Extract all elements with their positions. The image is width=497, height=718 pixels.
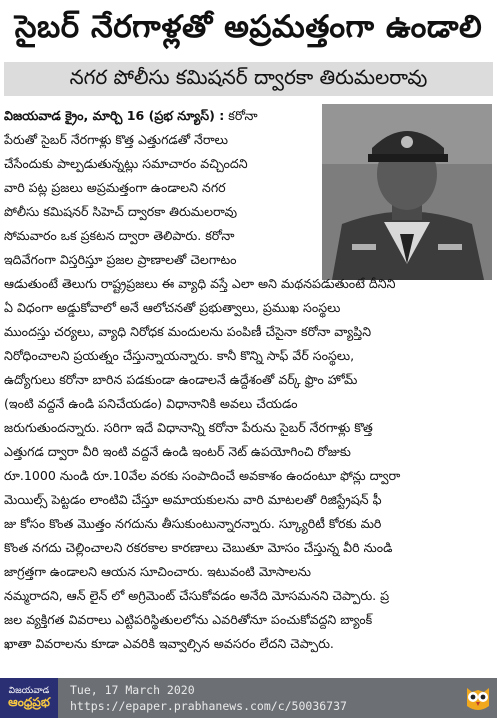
- article-line: నమ్మరాదని, ఆన్ లైన్ లో అగ్రిమెంట్ చేసుకోవడం అనేది మోసమనని చెప్పారు. ప్ర: [4, 588, 390, 603]
- dateline: విజయవాడ క్రైం, మార్చి 16 (ప్రభ న్యూస్) :: [4, 108, 225, 123]
- article-line: పేరుతో సైబర్ నేరగాళ్లు కొత్త ఎత్తుగడతో నేరాలు: [4, 132, 228, 147]
- article-line: ఇదివేగంగా విస్తరిస్తూ ప్రజల ప్రాణాలతో చెలగాటం: [4, 252, 237, 267]
- logo-city: విజయవాడ: [8, 685, 50, 696]
- article-line: ఖాతా వివరాలను కూడా ఎవరికి ఇవ్వాల్సిన అవసరం లేదని చెప్పారు.: [4, 636, 334, 651]
- article-line: జు కోసం కొంత మొత్తం నగదును తీసుకుంటున్నారన్నారు. స్క్యూరిటీ కోరకు మరి: [4, 516, 382, 531]
- footer-meta: [70, 682, 347, 714]
- article-line: రూ.1000 నుండి రూ.10వేల వరకు సంపాదించే అవకాశం ఉందంటూ ఫోన్లు ద్వారా: [4, 468, 401, 483]
- article-line: నిరోధించాలని ప్రయత్నం చేస్తున్నాయన్నారు. కానీ కొన్ని సాఫ్ వేర్ సంస్థలు,: [4, 348, 355, 363]
- article-line: ఏ విధంగా అడ్డుకోవాలో అనే ఆలోచనతో ప్రభుత్వాలు, ప్రముఖ సంస్థలు: [4, 300, 341, 315]
- article-line: (ఇంటి వద్దనే ఉండి పనిచేయడం) విధానానికి అవలు చేయడం: [4, 396, 298, 411]
- article-body: [4, 104, 495, 670]
- article-line: ఎత్తుగడ ద్వారా వీరి ఇంటి వద్దనే ఉండి ఇంటర్ నెట్ ఉపయోగించి రోజుకు: [4, 444, 351, 459]
- article-line: సోమవారం ఒక ప్రకటన ద్వారా తెలిపారు. కరోనా: [4, 228, 235, 243]
- article-line: ముందస్తు చర్యలు, వ్యాధి నిరోధక మందులను పంపిణీ చేసైనా కరోనా వ్యాప్తిని: [4, 324, 372, 339]
- article-line: మెయిల్స్ పెట్టడం లాంటివి చేస్తూ అమాయకులను వారి మాటలతో రిజిస్ట్రేషన్ ఫీ: [4, 492, 382, 507]
- article-line: ఉద్యోగులు కరోనా బారిన పడకుండా ఉండాలనే ఉద్దేశంతో వర్క్ ఫ్రొం హోమ్: [4, 372, 358, 387]
- logo-name: ఆంధ్రప్రభ: [8, 695, 50, 710]
- article-line: చేసేందుకు పాల్పడుతున్నట్లు సమాచారం వచ్చిందని: [4, 156, 248, 171]
- edition-date: Tue, 17 March 2020: [70, 683, 195, 697]
- article-line: కొంత నగదు చెల్లించాలని రకరకాల కారణాలు చెబుతూ మోసం చేస్తున్న వీరి నుండి: [4, 540, 393, 555]
- article-line-text: కరోనా: [224, 108, 258, 123]
- article-line: [4, 104, 320, 128]
- article-line: పోలీసు కమిషనర్ సిహెచ్ ద్వారకా తిరుమలరావు: [4, 204, 238, 219]
- epaper-footer: [0, 678, 497, 718]
- article-line: వారి పట్ల ప్రజలు అప్రమత్తంగా ఉండాలని నగర: [4, 180, 226, 195]
- article-line: ఆడుతుంటే తెలుగు రాష్ట్రప్రజలు ఈ వ్యాధి వస్తే ఎలా అని మథనపడుతుంటే దీనిని: [4, 276, 396, 291]
- article-line: జల వ్యక్తిగత వివరాలు ఎట్టిపరిస్థితులలోను ఎవరితోనూ పంచుకోవద్దని బ్యాంక్: [4, 612, 373, 627]
- article-line: జాగ్రత్తగా ఉండాలని ఆయన సూచించారు. ఇటువంటి మోసాలను: [4, 564, 311, 579]
- epaper-url[interactable]: https://epaper.prabhanews.com/c/50036737: [70, 699, 347, 713]
- newspaper-logo: [0, 678, 58, 718]
- headline: సైబర్ నేరగాళ్లతో అప్రమత్తంగా ఉండాలి: [14, 8, 483, 45]
- subheadline: నగర పోలీసు కమిషనర్ ద్వారకా తిరుమలరావు: [4, 62, 493, 96]
- owl-icon: [463, 682, 493, 714]
- article-line: జరుగుతుందన్నారు. సరిగా ఇదే విధానాన్ని కరోనా పేరును సైబర్ నేరగాళ్లు కొత్త: [4, 420, 373, 435]
